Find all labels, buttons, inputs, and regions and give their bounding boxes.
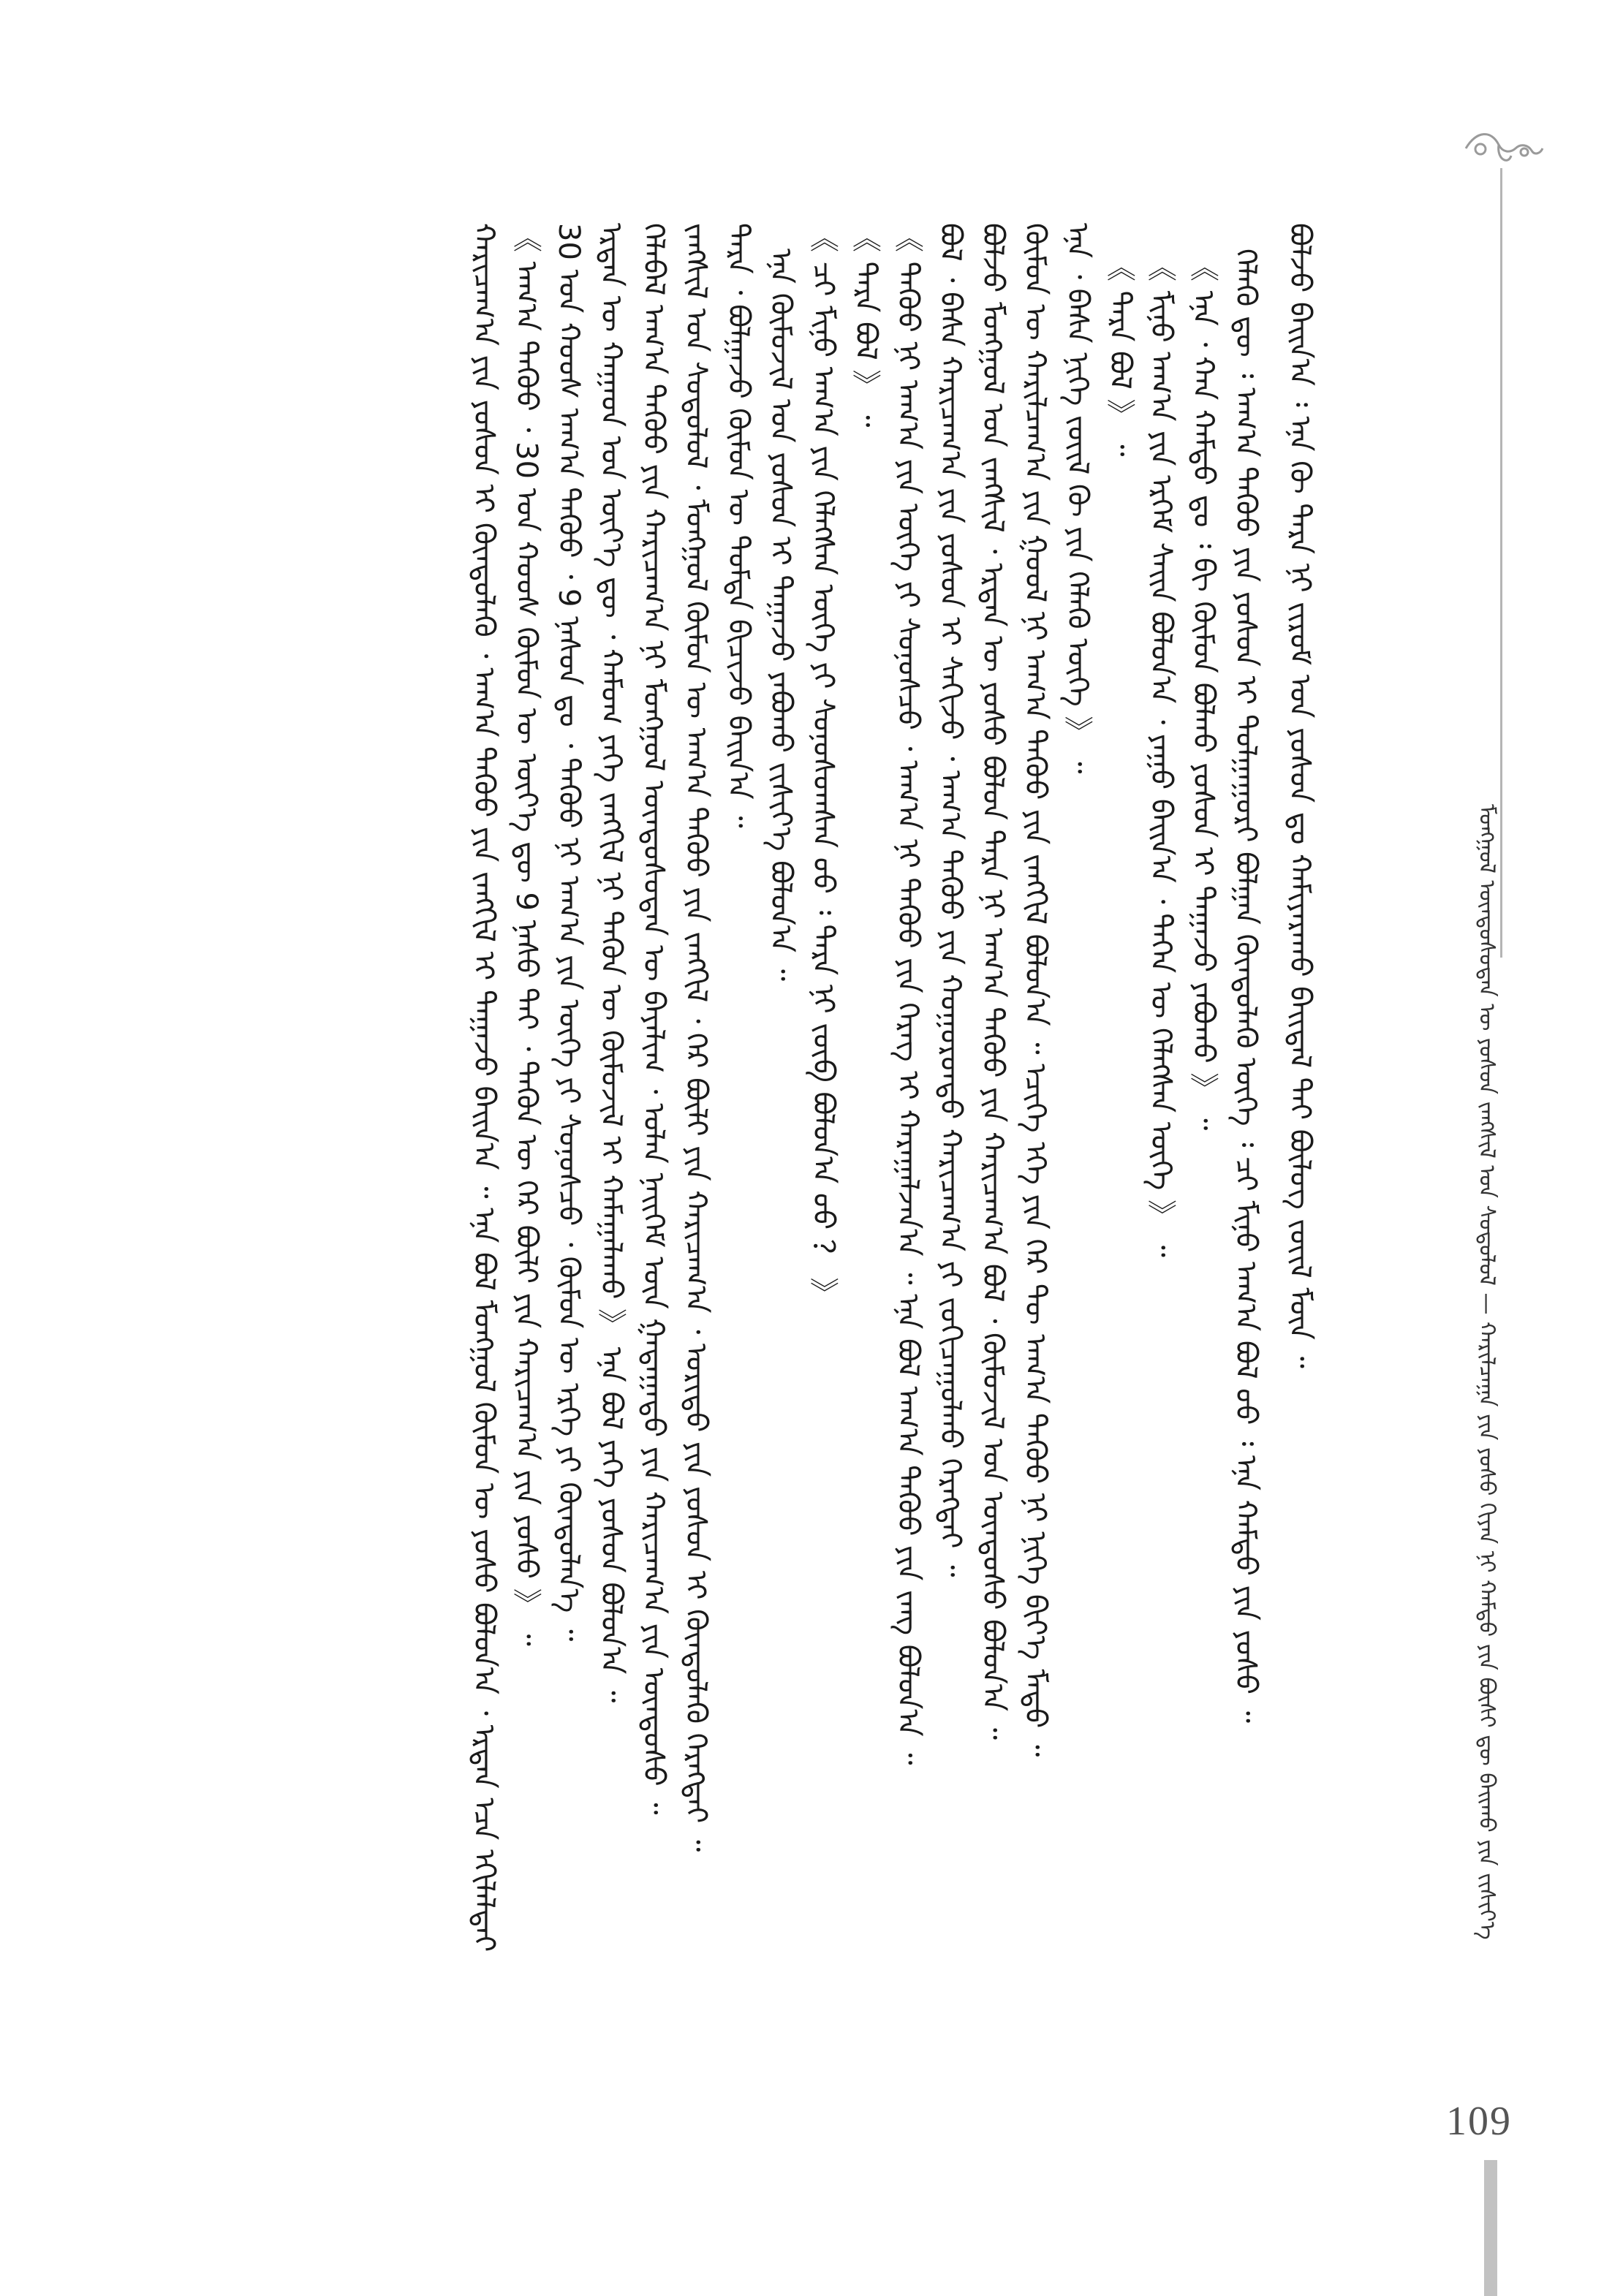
text-column-7: ᠬᠦᠮᠦᠨ ᠦ ᠬᠠᠷᠢᠯᠴᠠᠭ᠎ᠠ ᠶᠢᠨ ᠭᠣᠣᠯ ᠨᠢ ᠠᠬ᠎ᠠ ᠳᠡᠭᠦᠦ ᠶᠢᠨ ᠵᠠᠩᠬᠢᠯ ᠪᠣᠯᠤᠨ᠎ᠠ ᠃ ᠡᠴᠢᠭᠡ ᠡᠬᠡ ᠶᠢᠨ ᠭᠡᠷ ᠲᠦ ᠠᠬ᠎ᠠ ᠳᠡᠭᠦᠦ ᠨᠢ ᠨᠢᠭᠡ ᠪᠢᠶ᠎ᠡ ᠮᠡᠲᠦ ᠃ bbox=[1018, 223, 1052, 1757]
text-column-4: 《 ᠮᠢᠨᠦ ᠠᠬ᠎ᠠ ᠶᠢᠨ ᠡᠷᠬᠡᠮ ᠰᠠᠢᠨ ᠪᠣᠯᠤᠨ᠎ᠠ ᠂ ᠶᠠᠭᠤ ᠪᠠᠢᠨ᠎ᠠ ᠂ ᠲᠡᠭᠡᠨ ᠦ ᠬᠡᠯᠡᠭᠰᠡᠨ ᠦᠭᠡ 》 ᠃ bbox=[1144, 252, 1178, 1257]
text-column-2: ᠬᠡᠯᠡᠬᠦ ᠳᠦ ᠄ ᠠᠬ᠎ᠠ ᠳᠡᠭᠦᠦ ᠶᠢᠨ ᠶᠣᠰᠣᠨ ᠢ ᠲᠤᠯᠭᠠᠭᠤᠷᠢ ᠪᠣᠯᠭᠠᠨ ᠬᠦᠨᠳᠦᠯᠡᠬᠦ ᠦᠭᠡ ᠄ ᠴᠢ ᠮᠢᠨᠦ ᠠᠬ᠎ᠠ ᠪᠣᠯ ᠦᠦ ᠄ ᠡᠨᠡ ᠬᠠᠮᠲᠤ ᠶᠢᠨ ᠶᠣᠰᠣ ᠃ bbox=[1229, 249, 1263, 1724]
text-column-6: ᠡᠨᠡ ᠂ ᠪᠠᠰᠠ ᠨᠢᠭᠡ ᠵᠦᠢᠯ ᠬᠦ ᠶᠢᠨ ᠬᠡᠯᠡᠬᠦ ᠦᠭᠡ 》 ᠃ bbox=[1061, 223, 1094, 774]
text-column-12: 《 ᠴᠢ ᠮᠢᠨᠦ ᠠᠬ᠎ᠠ ᠶᠢᠨ ᠬᠡᠯᠡᠭᠰᠡᠨ ᠦᠭᠡ ᠶᠢ ᠰᠣᠨᠣᠰᠤᠭᠰᠠᠨ ᠦᠦ ᠄ ᠲᠡᠷᠡ ᠨᠢ ᠵᠦᠪ ᠪᠣᠯᠤᠨ᠎ᠠ ᠤᠤ ？ 》 bbox=[806, 223, 840, 1307]
text-column-19: 《 ᠠᠬ᠎ᠠ ᠳᠡᠭᠦᠦ ᠂ 30 ᠤᠨ ᠬᠣᠣᠰ ᠬᠦᠮᠦᠨ ᠦ ᠦᠶ᠎ᠡ ᠳᠦ 9 ᠨᠠᠰᠤ ᠲᠠᠢ ᠂ ᠲᠡᠭᠦᠨ ᠦ ᠭᠡᠷ ᠪᠦᠯᠢ ᠶᠢᠨ ᠬᠠᠷᠢᠴᠠᠭ᠎ᠠ ᠶᠢᠨ ᠶᠣᠰᠣ 》 ᠃ bbox=[510, 223, 543, 1646]
page-number: 109 bbox=[1446, 2099, 1512, 2144]
text-column-13: ᠡᠨᠡ ᠬᠦᠮᠦᠵᠢᠯ ᠤᠨ ᠶᠣᠰᠣᠨ ᠢ ᠳᠠᠭᠠᠵᠤ ᠶᠠᠪᠤᠬᠤ ᠵᠢᠱᠢᠶ᠎ᠡ ᠪᠣᠯᠤᠨ᠎ᠠ ᠃ bbox=[764, 249, 798, 982]
text-column-15: ᠵᠠᠩᠰᠢᠯ ᠤᠨ ᠰᠤᠳᠤᠯᠤᠯ ᠂ ᠮᠣᠩᠭᠣᠯ ᠬᠦᠮᠦᠨ ᠦ ᠠᠬ᠎ᠠ ᠳᠡᠭᠦᠦ ᠶᠢᠨ ᠵᠠᠩᠬᠢᠯ ᠂ ᠭᠡᠷ ᠪᠦᠯᠢ ᠶᠢᠨ ᠬᠠᠷᠢᠴᠠᠭ᠎ᠠ ᠂ ᠤᠷᠢᠳᠤ ᠶᠢᠨ ᠶᠣᠰᠣᠨ ᠢ ᠬᠦᠨᠳᠦᠯᠡᠬᠦ ᠬᠡᠷᠡᠭᠲᠡᠢ ᠃ bbox=[679, 223, 713, 1852]
text-column-17: ᠡᠷᠲᠡᠨ ᠦ ᠬᠠᠭᠠᠳ ᠤᠨ ᠦᠶ᠎ᠡ ᠳᠦ ᠂ ᠬᠠᠮᠤᠭ ᠶᠡᠬᠡ ᠵᠠᠩᠬᠢᠯ ᠨᠢ ᠲᠡᠭᠦᠨ ᠦ ᠬᠦᠮᠦᠵᠢᠯ ᠢ ᠬᠠᠮᠠᠭᠠᠯᠠᠬᠤ 》 ᠡᠨᠡ ᠪᠣᠯ ᠶᠡᠬᠡ ᠶᠣᠰᠣᠨ ᠪᠣᠯᠤᠨ᠎ᠠ ᠃ bbox=[594, 223, 628, 1703]
text-column-5: 《 ᠲᠡᠷᠡ ᠪᠣᠯ 》 ᠃ bbox=[1103, 252, 1137, 457]
text-column-20: ᠬᠠᠷᠢᠴᠠᠭ᠎ᠠ ᠶᠢᠨ ᠶᠣᠰᠣᠨ ᠢ ᠬᠦᠨᠳᠦᠯᠡᠬᠦ ᠂ ᠠᠬ᠎ᠠ ᠳᠡᠭᠦᠦ ᠶᠢᠨ ᠵᠠᠩᠬᠢᠯ ᠢ ᠳᠠᠭᠠᠵᠤ ᠪᠠᠢᠨ᠎ᠠ ᠃ ᠡᠨᠡ ᠪᠣᠯ ᠮᠣᠩᠭᠣᠯ ᠬᠦᠮᠦᠨ ᠦ ᠶᠣᠰᠣ ᠪᠣᠯᠤᠨ᠎ᠠ ᠂ ᠡᠷᠲᠡᠨ ᠡᠴᠡ ᠡᠬᠢᠯᠡᠯᠲᠡᠢ bbox=[467, 223, 501, 1952]
text-column-9: ᠪᠣᠯ ᠂ ᠪᠠᠰᠠ ᠬᠠᠷᠢᠴᠠᠭ᠎ᠠ ᠶᠢᠨ ᠶᠣᠰᠣᠨ ᠢ ᠰᠠᠬᠢᠵᠤ ᠂ ᠠᠬ᠎ᠠ ᠳᠡᠭᠦᠦ ᠶᠢᠨ ᠬᠣᠭᠣᠷᠤᠨᠳᠤ ᠬᠠᠷᠢᠴᠠᠭ᠎ᠠ ᠶᠢ ᠵᠣᠬᠢᠴᠠᠭᠤᠯᠬᠤ ᠬᠡᠷᠡᠭᠲᠡᠢ ᠃ bbox=[934, 223, 967, 1577]
text-column-10: 《 ᠳᠡᠭᠦᠦ ᠨᠢ ᠠᠬ᠎ᠠ ᠶᠢᠨ ᠦᠭᠡ ᠶᠢ ᠰᠣᠨᠣᠰᠴᠤ ᠂ ᠠᠬ᠎ᠠ ᠨᠢ ᠳᠡᠭᠦᠦ ᠶᠢᠨ ᠬᠡᠷᠡᠭ ᠢ ᠬᠠᠷᠠᠭᠠᠯᠵᠠᠨ᠎ᠠ ᠃ ᠡᠨᠡ ᠪᠣᠯ ᠠᠬ᠎ᠠ ᠳᠡᠭᠦᠦ ᠶᠢᠨ ᠵᠠᠩ ᠪᠣᠯᠤᠨ᠎ᠠ ᠃ bbox=[891, 223, 925, 1765]
text-column-8: ᠪᠣᠯᠵᠤ ᠮᠣᠩᠭᠣᠯ ᠤᠨ ᠵᠠᠩᠰᠢᠯ ᠂ ᠡᠷᠲᠡᠨ ᠦ ᠶᠣᠰᠣ ᠪᠣᠯᠤᠨ ᠲᠡᠷᠡ ᠨᠢ ᠠᠬ᠎ᠠ ᠳᠡᠭᠦᠦ ᠶᠢᠨ ᠬᠠᠷᠢᠴᠠᠭ᠎ᠠ ᠪᠣᠯ ᠂ ᠬᠦᠮᠦᠵᠢᠯ ᠤᠨ ᠦᠨᠳᠦᠰᠦ ᠪᠣᠯᠤᠨ᠎ᠠ ᠃ bbox=[976, 223, 1010, 1740]
text-column-11: 《 ᠲᠡᠷᠡ ᠪᠣᠯ 》 ᠃ bbox=[849, 223, 882, 428]
text-column-14: ᠲᠡᠷᠡ ᠂ ᠪᠣᠯᠭᠠᠵᠤ ᠬᠦᠮᠦᠨ ᠦ ᠳᠤᠮᠳᠠ ᠪᠢᠴᠢᠵᠦ ᠪᠠᠢᠨ᠎ᠠ ᠃ bbox=[722, 223, 755, 828]
side-tab bbox=[1484, 2160, 1497, 2296]
text-column-3: 《 ᠡᠨᠡ ᠂ ᠬᠠᠨ ᠬᠠᠮᠲᠤ ᠳᠤ ᠄ ᠪᠢ ᠬᠦᠮᠦᠨ ᠪᠣᠯᠬᠤ ᠶᠣᠰᠣᠨ ᠢ ᠳᠠᠭᠠᠵᠤ ᠶᠠᠪᠤᠬᠤ 》 ᠃ bbox=[1187, 252, 1220, 1131]
ornament-icon bbox=[1459, 123, 1546, 174]
text-column-18: 30 ᠤᠨ ᠬᠣᠣᠰ ᠠᠬ᠎ᠠ ᠳᠡᠭᠦᠦ ᠂ 9 ᠨᠠᠰᠤᠨ ᠳᠤ ᠂ ᠳᠡᠭᠦᠦ ᠨᠢ ᠠᠬ᠎ᠠ ᠶᠢᠨ ᠦᠭᠡ ᠶᠢ ᠰᠣᠨᠣᠰᠴᠤ ᠂ ᠬᠦᠮᠦᠨ ᠦ ᠡᠷᠬᠡ ᠶᠢ ᠬᠦᠨᠳᠦᠯᠡᠨ᠎ᠡ ᠃ bbox=[552, 223, 586, 1642]
running-header: ᠮᠣᠩᠭᠣᠯ ᠦᠨᠳᠦᠰᠦᠲᠡᠨ ᠦ ᠶᠣᠰᠣᠨ ᠵᠠᠩᠰᠢᠯ ᠤᠨ ᠰᠤᠳᠤᠯᠤᠯ — ᠬᠠᠷᠢᠯᠴᠠᠭᠠ ᠶᠢᠨ ᠶᠣᠰᠣ ᠭᠢᠶᠠᠨ ᠨᠢ ᠬᠠᠮᠲᠤ ᠶᠢᠨ ᠪᠦᠰᠢ ᠳᠦ ᠪᠠᠢᠬᠤ ᠶᠢᠨ ᠵᠢᠱᠢᠶ᠎ᠡ bbox=[1474, 804, 1499, 1940]
text-column-16: ᠬᠡᠯᠡᠪᠡᠯ ᠠᠬ᠎ᠠ ᠳᠡᠭᠦᠦ ᠶᠢᠨ ᠬᠠᠷᠢᠴᠠᠭ᠎ᠠ ᠨᠢ ᠮᠣᠩᠭᠣᠯ ᠦᠨᠳᠦᠰᠦᠲᠡᠨ ᠦ ᠪᠠᠶᠠᠯᠢᠭ ᠂ ᠣᠯᠠᠨ ᠨᠡᠢᠭᠡᠮ ᠦᠨ ᠭᠠᠳᠠᠭᠠᠳᠤ ᠶᠢᠨ ᠬᠠᠷᠢᠴᠠᠭ᠎ᠠ ᠶᠢᠨ ᠦᠨᠳᠦᠰᠦ ᠃ bbox=[637, 223, 670, 1815]
text-column-1: ᠪᠣᠯᠵᠤ ᠪᠠᠢᠨ᠎ᠠ ᠄ ᠡᠨᠡ ᠬᠦ ᠲᠡᠷᠡ ᠨᠢ ᠵᠢᠷᠤᠮ ᠤᠨ ᠶᠣᠰᠣᠨ ᠳᠤ ᠬᠠᠮᠢᠶᠠᠷᠠᠬᠤ ᠪᠠᠢᠳᠠᠯ ᠲᠠᠢ ᠪᠦᠯᠦᠭ᠌ ᠵᠦᠢᠯ ᠮᠦᠨ ᠃ bbox=[1283, 223, 1317, 1368]
